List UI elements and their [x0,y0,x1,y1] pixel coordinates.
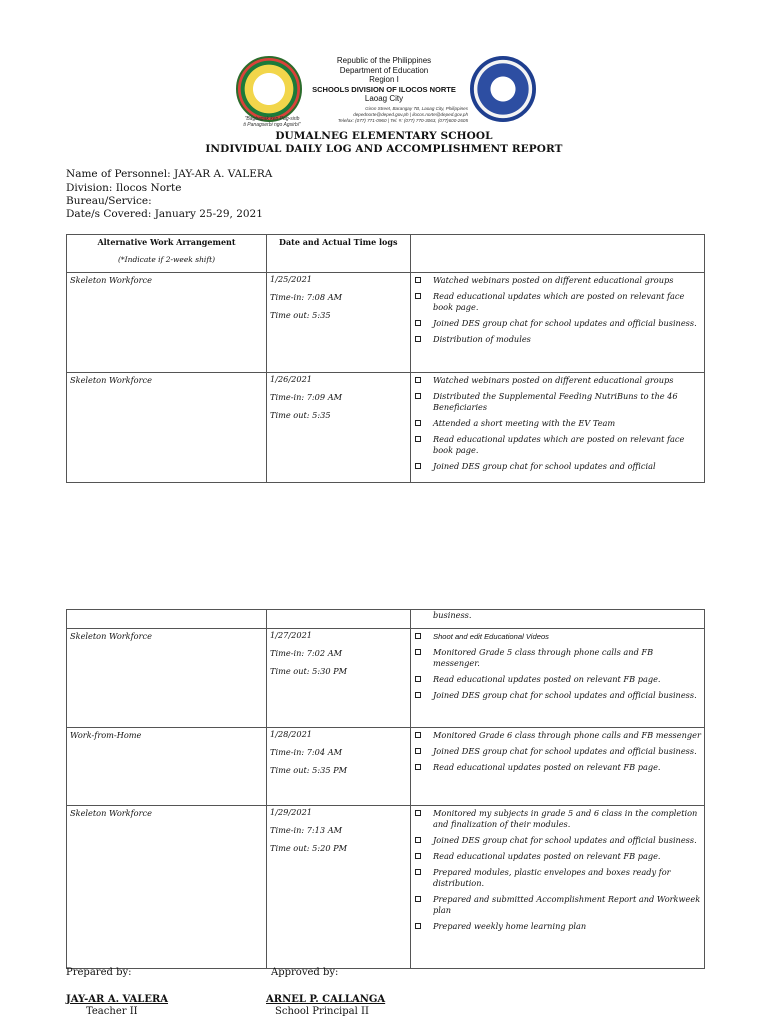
table-row [67,629,705,728]
personnel-bureau: Bureau/Service: [66,195,152,207]
activity-text: Read educational updates posted on relevant FB page. [433,674,661,684]
dates-covered: Date/s Covered: January 25-29, 2021 [66,208,263,220]
table-row [67,806,705,969]
activity-text: Joined DES group chat for school updates and official business. [433,318,697,328]
continuation-cell [411,610,705,629]
activities-cell [411,273,705,373]
arrangement-cell: Skeleton Workforce [67,273,267,373]
activity-text: Shoot and edit Educational Videos [433,632,549,641]
prepared-by-label: Prepared by: [66,967,132,978]
checkbox-bullet-icon [415,676,421,682]
time-out: Time out: 5:35 [270,410,331,420]
activity-text: Prepared weekly home learning plan [433,921,587,931]
log-date: 1/25/2021 [270,274,312,284]
log-table-page-1 [66,234,705,483]
empty-cell [267,610,411,629]
arrangement-cell: Work-from-Home [67,728,267,806]
time-out: Time out: 5:35 [270,310,331,320]
table-row [67,273,705,373]
time-out: Time out: 5:30 PM [270,666,348,676]
checkbox-bullet-icon [415,810,421,816]
continuation-row [67,610,705,629]
agency-line: Republic of the Philippines [336,56,432,65]
activity-text: Read educational updates which are posted on relevant face book page. [433,291,685,312]
personnel-name: Name of Personnel: JAY-AR A. VALERA [66,168,273,180]
log-date: 1/26/2021 [270,374,312,384]
table-row [67,373,705,483]
activity-item [415,318,702,329]
checkbox-bullet-icon [415,633,421,639]
activity-item [415,275,702,286]
arrangement-cell: Skeleton Workforce [67,629,267,728]
activity-item [415,690,702,701]
activities-cell [411,373,705,483]
header-date-label: Date and Actual Time logs [279,237,398,247]
activity-item [415,461,702,472]
personnel-division: Division: Ilocos Norte [66,182,182,194]
activity-text: Joined DES group chat for school updates and official [433,461,656,471]
time-log-cell [267,728,411,806]
deped-seal-logo [236,56,302,128]
time-in: Time-in: 7:08 AM [270,292,342,302]
activity-item [415,746,702,757]
checkbox-bullet-icon [415,869,421,875]
checkbox-bullet-icon [415,748,421,754]
activity-text: Read educational updates which are posted on relevant face book page. [433,434,685,455]
activity-item [415,894,702,916]
header-activities [411,235,705,273]
activity-text: Watched webinars posted on different educational groups [433,375,674,385]
activity-item [415,631,702,642]
time-in: Time-in: 7:04 AM [270,747,342,757]
contact-line: Giron Street, Barangay 7B, Laoag City, Philippines [365,106,468,111]
activity-item [415,808,702,830]
log-date: 1/28/2021 [270,729,312,739]
contact-line: depednorte@deped.gov.ph | ilocos.norte@deped.gov.ph [353,112,468,117]
activity-text: Attended a short meeting with the EV Team [433,418,616,428]
log-date: 1/29/2021 [270,807,312,817]
activity-item [415,851,702,862]
activity-item [415,291,702,313]
checkbox-bullet-icon [415,463,421,469]
time-log-cell [267,629,411,728]
approver-name: ARNEL P. CALLANGA [266,994,386,1005]
activity-item [415,867,702,889]
checkbox-bullet-icon [415,277,421,283]
checkbox-bullet-icon [415,420,421,426]
log-date: 1/27/2021 [270,630,312,640]
checkbox-bullet-icon [415,393,421,399]
contact-line: Telefax: (077) 771-0960 | Tel. #: (077) 770-3063, (077)600-2605 [337,118,468,123]
activity-text: Read educational updates posted on relevant FB page. [433,762,661,772]
activity-text: Joined DES group chat for school updates and official business. [433,690,697,700]
checkbox-bullet-icon [415,649,421,655]
checkbox-bullet-icon [415,764,421,770]
time-in: Time-in: 7:09 AM [270,392,342,402]
preparer-name: JAY-AR A. VALERA [66,994,169,1005]
activity-item [415,730,702,741]
agency-line: Laoag City [364,94,404,103]
agency-line: SCHOOLS DIVISION OF ILOCOS NORTE [312,84,456,94]
education-seal-logo [470,56,536,122]
time-in: Time-in: 7:13 AM [270,825,342,835]
checkbox-bullet-icon [415,336,421,342]
school-name: DUMALNEG ELEMENTARY SCHOOL [275,130,493,142]
activity-item [415,762,702,773]
approver-position: School Principal II [275,1006,369,1017]
activity-text: Watched webinars posted on different educational groups [433,275,674,285]
activity-item [415,921,702,932]
header-arrangement-label: Alternative Work Arrangement [97,237,236,247]
arrangement-cell: Skeleton Workforce [67,373,267,483]
log-table-page-2 [66,609,705,969]
activities-cell [411,806,705,969]
header-date [267,235,411,273]
preparer-position: Teacher II [86,1006,138,1017]
checkbox-bullet-icon [415,320,421,326]
activity-text: Monitored Grade 6 class through phone calls and FB messenger [433,730,701,740]
activity-item [415,334,702,345]
activity-text: Prepared modules, plastic envelopes and boxes ready for distribution. [433,867,671,888]
time-log-cell [267,806,411,969]
empty-cell [67,610,267,629]
checkbox-bullet-icon [415,853,421,859]
activity-item [415,418,702,429]
activity-text: Monitored my subjects in grade 5 and 6 class in the completion and finalization of their modules. [433,808,698,829]
header-arrangement [67,235,267,273]
activity-text: Distributed the Supplemental Feeding NutriBuns to the 46 Beneficiaries [433,391,678,412]
checkbox-bullet-icon [415,732,421,738]
checkbox-bullet-icon [415,923,421,929]
checkbox-bullet-icon [415,293,421,299]
activity-text: Prepared and submitted Accomplishment Report and Workweek plan [433,894,701,915]
approved-by-label: Approved by: [271,967,339,978]
agency-line: Department of Education [339,65,429,75]
seal-motto: "Bagbagak ken Pag-sirib ti Panagserbi ngo Agsirbi" [243,116,301,128]
checkbox-bullet-icon [415,377,421,383]
checkbox-bullet-icon [415,896,421,902]
time-out: Time out: 5:20 PM [270,843,348,853]
header-arrangement-note: (*Indicate if 2-week shift) [117,255,216,264]
activities-cell [411,728,705,806]
activity-text: Distribution of modules [433,334,531,344]
checkbox-bullet-icon [415,436,421,442]
activity-text: Monitored Grade 5 class through phone calls and FB messenger. [433,647,654,668]
time-log-cell [267,373,411,483]
activity-item [415,674,702,685]
activity-item [415,391,702,413]
table-header-row [67,235,705,273]
agency-block [300,56,468,104]
activities-cell [411,629,705,728]
activity-text: Joined DES group chat for school updates and official business. [433,746,697,756]
activity-item [415,647,702,669]
arrangement-cell: Skeleton Workforce [67,806,267,969]
contact-block [336,106,468,124]
activity-item [415,835,702,846]
letterhead [0,52,768,128]
time-out: Time out: 5:35 PM [270,765,348,775]
continuation-text: business. [433,610,472,620]
activity-item [415,434,702,456]
agency-line: Region I [369,75,399,84]
time-log-cell [267,273,411,373]
checkbox-bullet-icon [415,692,421,698]
checkbox-bullet-icon [415,837,421,843]
activity-text: Read educational updates posted on relevant FB page. [433,851,661,861]
report-title: INDIVIDUAL DAILY LOG AND ACCOMPLISHMENT REPORT [205,143,563,155]
activity-item [415,375,702,386]
table-row [67,728,705,806]
time-in: Time-in: 7:02 AM [270,648,342,658]
activity-text: Joined DES group chat for school updates and official business. [433,835,697,845]
